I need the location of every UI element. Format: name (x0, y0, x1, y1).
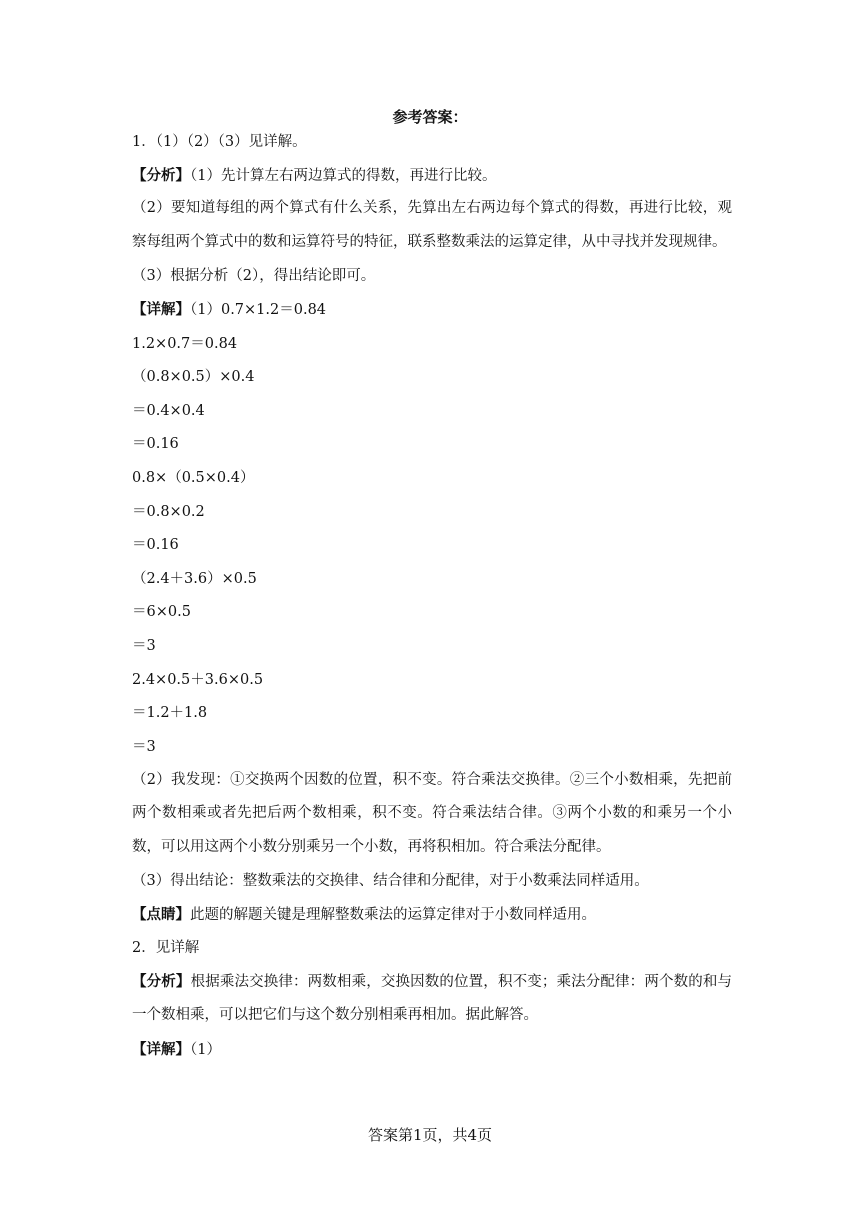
equation-line: ＝6×0.5 (132, 604, 191, 621)
section-tag: 【详解】 (132, 300, 190, 318)
analysis-paragraph: 【分析】根据乘法交换律：两数相乘，交换因数的位置，积不变；乘法分配律：两个数的和与一个数相乘，可以把它们与这个数分别相乘再相加。据此解答。 (132, 972, 733, 1024)
equation-line: ＝3 (132, 637, 156, 654)
analysis-paragraph: （2）要知道每组的两个算式有什么关系，先算出左右两边每个算式的得数，再进行比较，观察每组两个算式中的数和运算符号的特征，联系整数乘法的运算定律，从中寻找并发现规律。 (132, 200, 732, 250)
equation-line: 0.8×（0.5×0.4） (132, 469, 255, 486)
equation-line: 2.4×0.5＋3.6×0.5 (132, 671, 264, 688)
answer-line: 2．见详解 (132, 940, 200, 957)
detail-line: 【详解】（1） (132, 1040, 221, 1058)
section-tag: 【点睛】 (132, 905, 190, 923)
page-footer: 答案第1页，共4页 (367, 1126, 493, 1144)
equation-line: ＝0.16 (132, 436, 179, 453)
equation-line: 1.2×0.7＝0.84 (132, 335, 238, 352)
analysis-line: 【分析】（1）先计算左右两边算式的得数，再进行比较。 (132, 166, 497, 184)
section-tag: 【分析】 (132, 972, 191, 990)
page-title: 参考答案： (392, 108, 468, 126)
detail-line: 【详解】（1）0.7×1.2＝0.84 (132, 300, 327, 318)
equation-line: （0.8×0.5）×0.4 (132, 369, 255, 386)
answer-body (132, 131, 732, 1073)
equation-line: ＝0.16 (132, 537, 179, 554)
equation-line: ＝3 (132, 738, 156, 755)
answer-line: 1．（1）（2）（3）见详解。 (132, 134, 307, 150)
equation-line: ＝0.8×0.2 (132, 503, 205, 520)
equation-line: （2.4＋3.6）×0.5 (132, 570, 257, 587)
equation-line: ＝1.2＋1.8 (132, 705, 208, 722)
analysis-line: （3）根据分析（2），得出结论即可。 (132, 268, 376, 285)
section-tag: 【分析】 (132, 166, 190, 184)
equation-line: ＝0.4×0.4 (132, 402, 205, 419)
comment-line: 【点睛】此题的解题关键是理解整数乘法的运算定律对于小数同样适用。 (132, 905, 596, 923)
conclusion-line: （3）得出结论：整数乘法的交换律、结合律和分配律，对于小数乘法同样适用。 (132, 873, 649, 889)
finding-paragraph: （2）我发现：①交换两个因数的位置，积不变。符合乘法交换律。②三个小数相乘，先把前两个数相乘或者先把后两个数相乘，积不变。符合乘法结合律。③两个小数的和乘另一个小数，可以用这两个小数分别乘另一个小数，再将积相加。符合乘法分配律。 (132, 771, 732, 855)
section-tag: 【详解】 (132, 1040, 190, 1058)
